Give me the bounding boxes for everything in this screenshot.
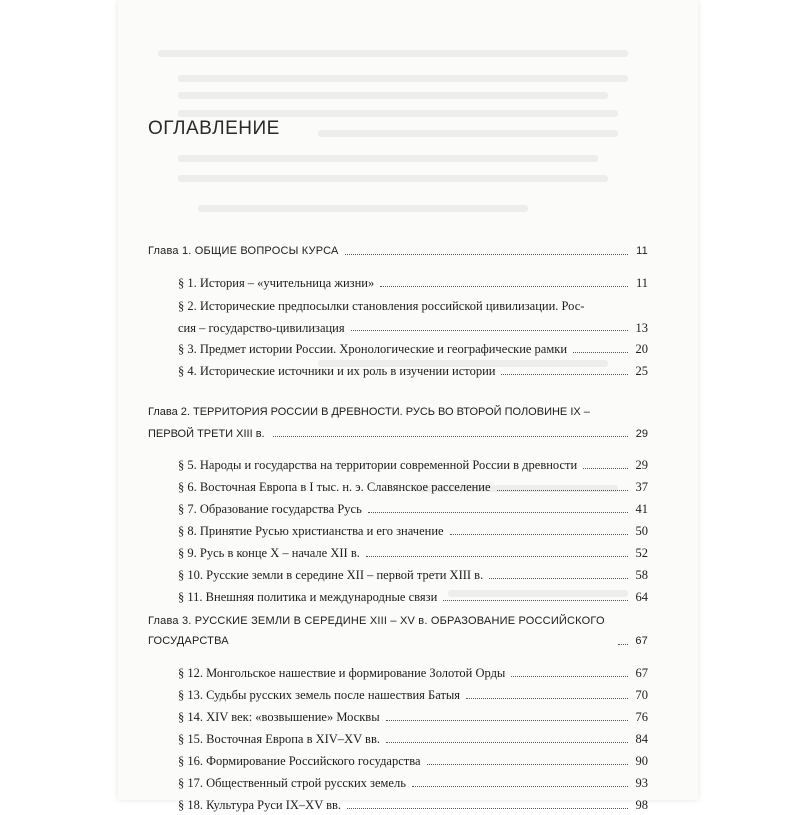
chapter-title-line2: ПЕРВОЙ ТРЕТИ XIII в. [148, 428, 265, 440]
toc-section[interactable] [148, 727, 648, 749]
page-number: 58 [635, 568, 648, 582]
dot-leader [347, 808, 628, 809]
toc-section[interactable] [148, 541, 648, 563]
section-title-line2: сия – государство-цивилизация [178, 321, 345, 335]
page-number: 50 [635, 524, 648, 538]
toc-section[interactable] [148, 519, 648, 541]
section-title: § 13. Судьбы русских земель после нашествия Батыя [178, 688, 461, 702]
section-title: § 7. Образование государства Русь [178, 502, 362, 516]
dot-leader [583, 468, 628, 469]
dot-leader [450, 534, 628, 535]
dot-leader [386, 720, 628, 721]
toc-section[interactable] [148, 563, 648, 585]
dot-leader [273, 436, 628, 437]
dot-leader [489, 578, 628, 579]
page-number: 20 [635, 342, 648, 356]
toc-content [148, 118, 648, 815]
chapter-title: Глава 1. ОБЩИЕ ВОПРОСЫ КУРСА [148, 245, 339, 257]
page-number: 11 [635, 276, 648, 290]
dot-leader [618, 644, 628, 645]
toc-section[interactable] [148, 453, 648, 475]
page-number: 93 [635, 776, 648, 790]
toc-section[interactable] [148, 271, 648, 293]
section-title-line1: § 2. Исторические предпосылки становления российской цивилизации. Рос- [178, 299, 585, 313]
toc-section[interactable] [148, 297, 648, 337]
dot-leader [351, 330, 628, 331]
section-title: § 15. Восточная Европа в XIV–XV вв. [178, 732, 380, 746]
dot-leader [368, 512, 628, 513]
section-title: § 3. Предмет истории России. Хронологические и географические рамки [178, 342, 568, 356]
toc-chapter[interactable] [148, 403, 648, 443]
section-title: § 10. Русские земли в середине XII – первой трети XIII в. [178, 568, 484, 582]
toc-section[interactable] [148, 661, 648, 683]
toc-section[interactable] [148, 337, 648, 359]
page-number: 29 [635, 428, 648, 440]
section-title: § 6. Восточная Европа в I тыс. н. э. Славянское расселение [178, 480, 491, 494]
dot-leader [511, 676, 628, 677]
toc-chapter[interactable] [148, 615, 648, 651]
section-title: § 17. Общественный строй русских земель [178, 776, 406, 790]
section-title: § 11. Внешняя политика и международные связи [178, 590, 438, 604]
section-title: § 5. Народы и государства на территории современной России в древности [178, 458, 578, 472]
page-number: 29 [635, 458, 648, 472]
toc-section[interactable] [148, 683, 648, 705]
page-title: ОГЛАВЛЕНИЕ [148, 118, 280, 139]
toc-section[interactable] [148, 497, 648, 519]
toc-section[interactable] [148, 793, 648, 815]
dot-leader [427, 764, 628, 765]
section-title: § 16. Формирование Российского государства [178, 754, 421, 768]
chapter-title-line1: Глава 2. ТЕРРИТОРИЯ РОССИИ В ДРЕВНОСТИ. РУСЬ ВО ВТОРОЙ ПОЛОВИНЕ IX – [148, 406, 590, 418]
dot-leader [501, 374, 628, 375]
toc-section[interactable] [148, 475, 648, 497]
dot-leader [345, 254, 628, 255]
page-number: 37 [635, 480, 648, 494]
toc-section[interactable] [148, 771, 648, 793]
dot-leader [380, 286, 628, 287]
page-number: 76 [635, 710, 648, 724]
page-number: 90 [635, 754, 648, 768]
page-number: 13 [635, 321, 648, 335]
section-title: § 12. Монгольское нашествие и формирование Золотой Орды [178, 666, 506, 680]
chapter-title: Глава 3. РУССКИЕ ЗЕМЛИ В СЕРЕДИНЕ XIII – XV в. ОБРАЗОВАНИЕ РОССИЙСКОГО ГОСУДАРСТВА [148, 615, 605, 647]
page-number: 67 [635, 666, 648, 680]
toc-section[interactable] [148, 359, 648, 381]
dot-leader [412, 786, 628, 787]
dot-leader [443, 600, 628, 601]
dot-leader [573, 352, 628, 353]
toc-section[interactable] [148, 585, 648, 607]
page-number: 25 [635, 364, 648, 378]
section-title: § 4. Исторические источники и их роль в изучении истории [178, 364, 496, 378]
dot-leader [366, 556, 628, 557]
page-number: 98 [635, 798, 648, 812]
page-number: 64 [635, 590, 648, 604]
dot-leader [466, 698, 628, 699]
section-title: § 8. Принятие Русью христианства и его значение [178, 524, 444, 538]
section-title: § 18. Культура Руси IX–XV вв. [178, 798, 342, 812]
section-title: § 1. История – «учительница жизни» [178, 276, 375, 290]
page-number: 67 [635, 635, 648, 647]
section-title: § 9. Русь в конце X – начале XII в. [178, 546, 360, 560]
dot-leader [386, 742, 628, 743]
page-number: 84 [635, 732, 648, 746]
book-page [118, 0, 698, 812]
toc-chapter[interactable] [148, 239, 648, 261]
page-number: 11 [636, 245, 648, 257]
table-of-contents [148, 239, 648, 815]
page-number: 41 [635, 502, 648, 516]
toc-section[interactable] [148, 705, 648, 727]
page-number: 52 [635, 546, 648, 560]
toc-section[interactable] [148, 749, 648, 771]
page-number: 70 [635, 688, 648, 702]
section-title: § 14. XIV век: «возвышение» Москвы [178, 710, 380, 724]
dot-leader [497, 490, 628, 491]
